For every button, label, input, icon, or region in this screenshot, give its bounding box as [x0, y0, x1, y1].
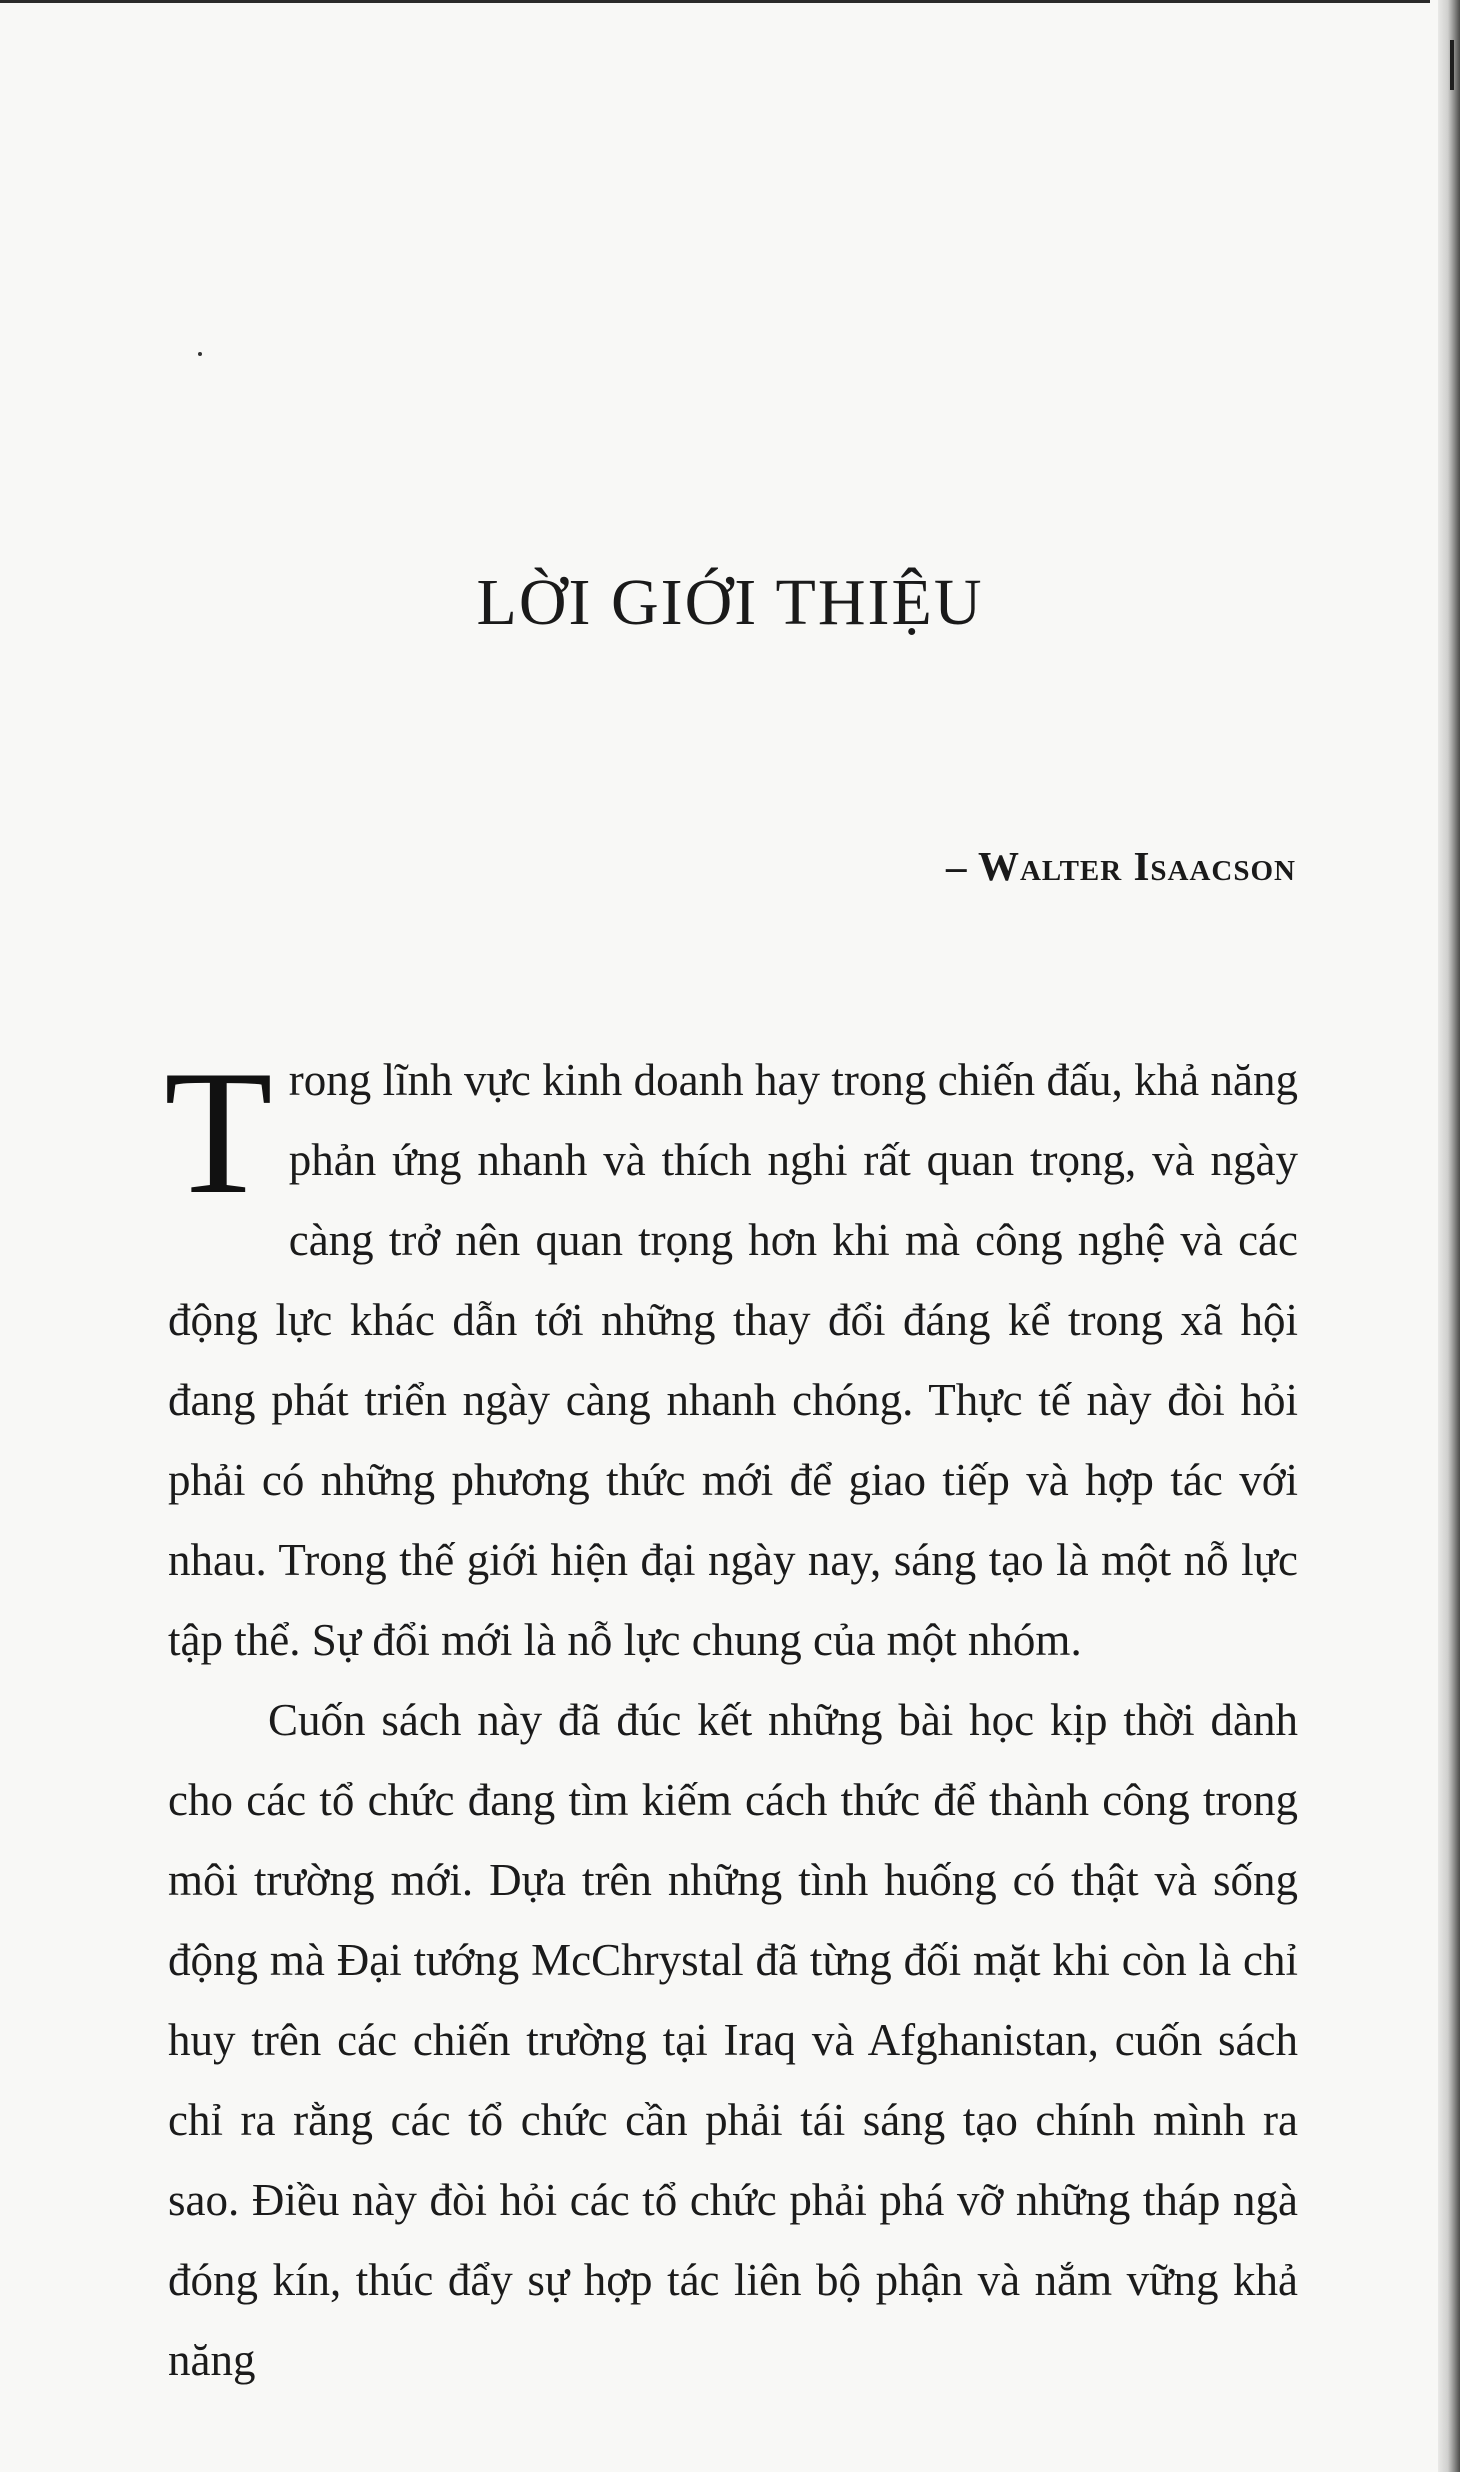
- author-byline: – Walter Isaacson: [945, 843, 1296, 889]
- page-binding-edge: [1438, 0, 1460, 2472]
- paragraph-2: Cuốn sách này đã đúc kết những bài học kịp thời dành cho các tổ chức đang tìm kiếm cách thức để thành công trong môi trường mới. Dựa trên những tình huống có thật và sống động mà Đại tướng McChrystal đã từng đối mặt khi còn là chỉ huy trên các chiến trường tại Iraq và Afghanistan, cuốn sách chỉ ra rằng các tổ chức cần phải tái sáng tạo chính mình ra sao. Điều này đòi hỏi các tổ chức phải phá vỡ những tháp ngà đóng kín, thúc đẩy sự hợp tác liên bộ phận và nắm vững khả năng: [168, 1695, 1298, 2385]
- edge-mark: [1450, 40, 1454, 90]
- body-text: [164, 1033, 1298, 2400]
- drop-cap: T: [164, 1033, 273, 1231]
- top-edge-rule: [0, 0, 1430, 3]
- print-speck: [198, 352, 202, 356]
- paragraph-1: [164, 1033, 1298, 1680]
- chapter-title: LỜI GIỚI THIỆU: [476, 566, 984, 639]
- paragraph-1-text: rong lĩnh vực kinh doanh hay trong chiến đấu, khả năng phản ứng nhanh và thích nghi rất quan trọng, và ngày càng trở nên quan trọng hơn khi mà công nghệ và các động lực khác dẫn tới những thay đổi đáng kể trong xã hội đang phát triển ngày càng nhanh chóng. Thực tế này đòi hỏi phải có những phương thức mới để giao tiếp và hợp tác với nhau. Trong thế giới hiện đại ngày nay, sáng tạo là một nỗ lực tập thể. Sự đổi mới là nỗ lực chung của một nhóm.: [168, 1055, 1298, 1665]
